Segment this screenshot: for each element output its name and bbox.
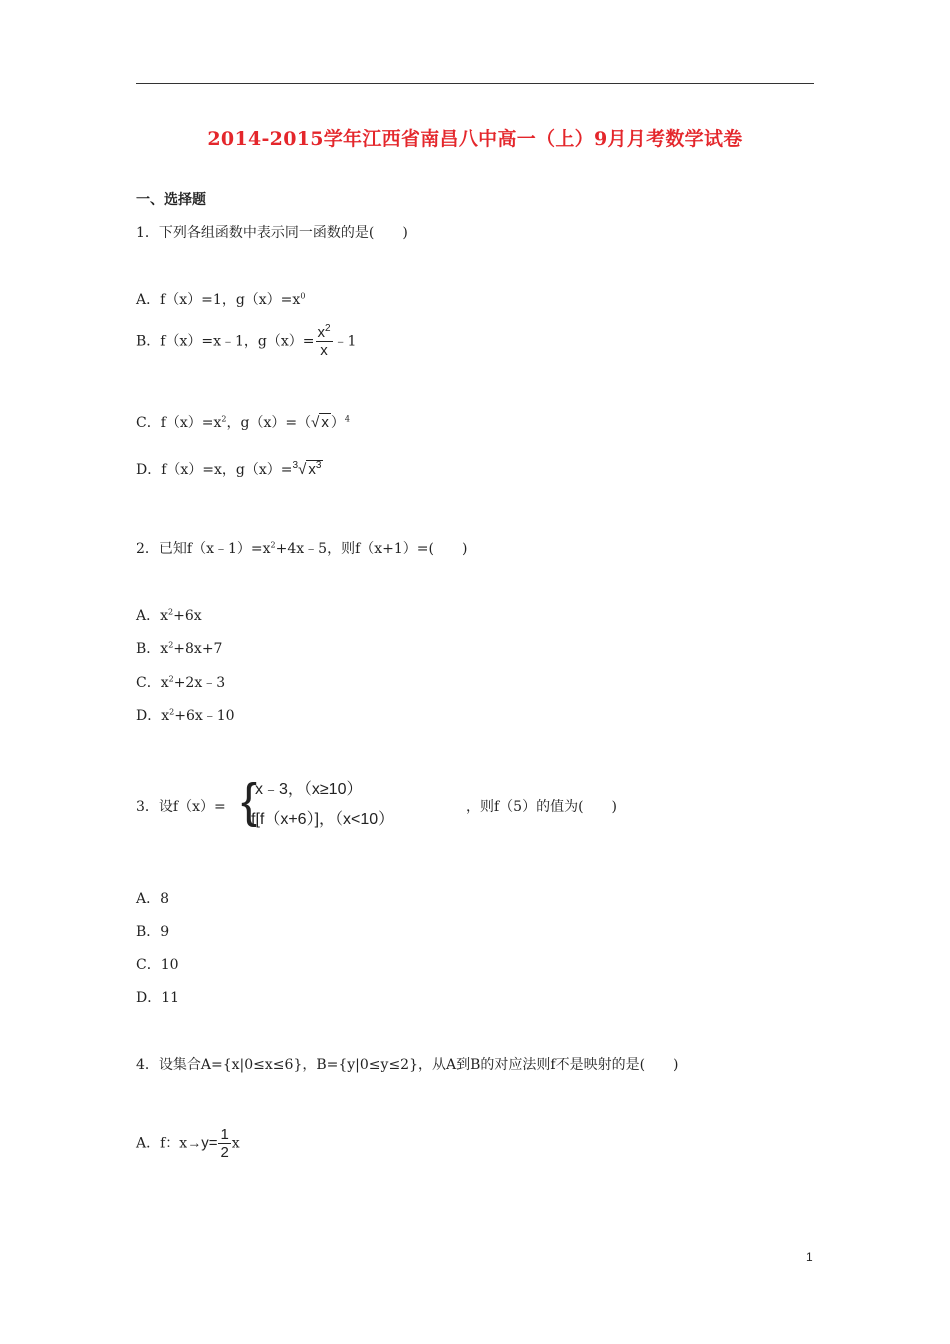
page-number: 1 xyxy=(806,1250,813,1264)
q2-option-c: C．$x^2+2x﹣3$ xyxy=(136,674,226,691)
section-heading: 一、选择题 xyxy=(136,192,206,208)
q1-option-a: A．f（x）=1，$g(x)=x^0$ xyxy=(136,291,306,308)
q1-option-d: D．f（x）=x，g（x）=$^3$√ $x^3$ xyxy=(136,460,322,478)
q1-option-b: B．f（x）=x﹣1，g（x）= $\frac{x^2}{x}$ ﹣1 xyxy=(136,323,357,359)
exam-title: 2014-2015学年江西省南昌八中高一（上）9月月考数学试卷 xyxy=(207,128,743,150)
cube-root: $^3$√ $x^3$ xyxy=(292,460,322,478)
question-4-stem: 4．设集合A={x|0≤x≤6}，B={y|0≤y≤2}，从A到B的对应法则f不是映射的是( ) xyxy=(136,1057,679,1073)
question-3-stem-prefix: 3．设f（x）= xyxy=(136,799,226,815)
header-rule xyxy=(136,83,814,84)
question-2-stem: 2．已知$f(x﹣1)=x^2+4x﹣5$，则f（x+1）=( ) xyxy=(136,540,468,557)
q2-option-a: A．$x^2+6x$ xyxy=(136,607,202,624)
q3-option-c: C．10 xyxy=(136,957,179,973)
q3-option-b: B．9 xyxy=(136,924,170,940)
brace-icon: { xyxy=(241,775,258,828)
q4-option-a: A．f：x→y= $\frac{1}{2}$ x xyxy=(136,1126,240,1161)
question-3-stem-suffix: ，则f（5）的值为( ) xyxy=(466,799,618,815)
square-root: √ x xyxy=(311,414,329,431)
q1-option-c: C．$f(x)=x^2$，g（x）=（√ x ）$^4$ xyxy=(136,414,350,431)
q3-option-d: D．11 xyxy=(136,990,180,1006)
question-1-stem: 1．下列各组函数中表示同一函数的是( ) xyxy=(136,225,408,241)
q2-option-d: D．$x^2+6x﹣10$ xyxy=(136,707,235,724)
fraction: $\frac{x^2}{x}$ xyxy=(317,323,331,359)
q3-option-a: A．8 xyxy=(136,891,170,907)
arrow-right-icon: → xyxy=(187,1134,202,1151)
fraction: $\frac{1}{2}$ xyxy=(220,1126,229,1161)
q2-option-b: B．$x^2+8x+7$ xyxy=(136,640,223,657)
